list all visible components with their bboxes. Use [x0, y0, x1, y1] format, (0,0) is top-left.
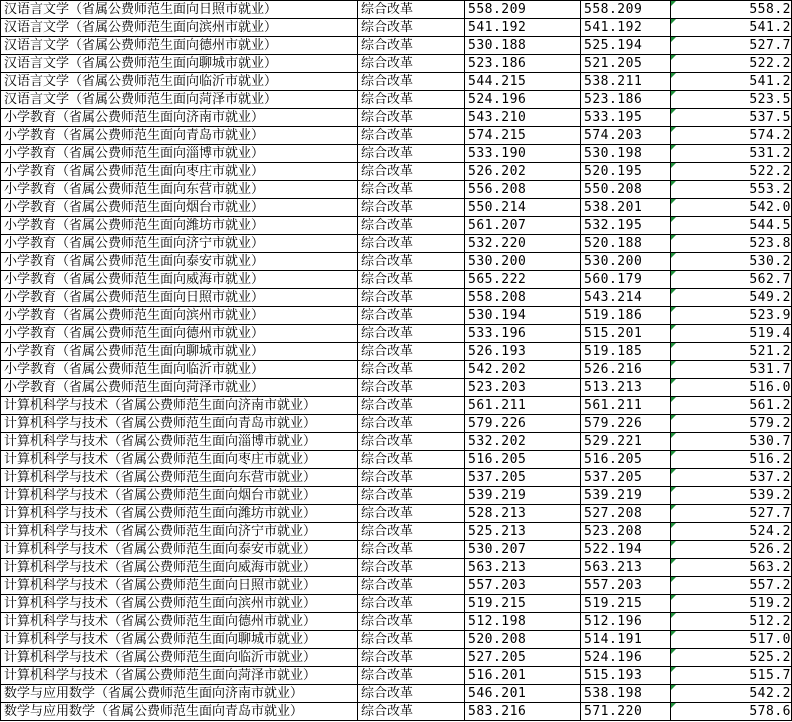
- table-row: [1, 271, 792, 289]
- major-cell[interactable]: 计算机科学与技术（省属公费师范生面向东营市就业）: [1, 469, 358, 487]
- table-row: [1, 343, 792, 361]
- avg-score-cell[interactable]: 574.2: [671, 127, 792, 145]
- major-cell[interactable]: 计算机科学与技术（省属公费师范生面向枣庄市就业）: [1, 451, 358, 469]
- major-cell[interactable]: 小学教育（省属公费师范生面向济宁市就业）: [1, 235, 358, 253]
- avg-score-cell[interactable]: 524.2: [671, 523, 792, 541]
- category-cell[interactable]: 综合改革: [358, 469, 465, 487]
- avg-score-cell[interactable]: 522.2: [671, 163, 792, 181]
- table-row: [1, 397, 792, 415]
- major-cell[interactable]: 计算机科学与技术（省属公费师范生面向淄博市就业）: [1, 433, 358, 451]
- table-row: [1, 451, 792, 469]
- category-cell[interactable]: 综合改革: [358, 361, 465, 379]
- category-cell[interactable]: 综合改革: [358, 595, 465, 613]
- min-score-cell[interactable]: 539.219: [581, 487, 671, 505]
- avg-score-cell[interactable]: 557.2: [671, 577, 792, 595]
- min-score-cell[interactable]: 523.186: [581, 91, 671, 109]
- major-cell[interactable]: 汉语言文学（省属公费师范生面向临沂市就业）: [1, 73, 358, 91]
- table-row: [1, 505, 792, 523]
- avg-score-cell[interactable]: 531.2: [671, 145, 792, 163]
- avg-score-cell[interactable]: 549.2: [671, 289, 792, 307]
- avg-score-cell[interactable]: 544.5: [671, 217, 792, 235]
- table-row: [1, 307, 792, 325]
- avg-score-cell[interactable]: 542.0: [671, 199, 792, 217]
- major-cell[interactable]: 计算机科学与技术（省属公费师范生面向菏泽市就业）: [1, 667, 358, 685]
- avg-score-cell[interactable]: 542.2: [671, 685, 792, 703]
- avg-score-cell[interactable]: 519.4: [671, 325, 792, 343]
- avg-score-cell[interactable]: 512.2: [671, 613, 792, 631]
- major-cell[interactable]: 小学教育（省属公费师范生面向日照市就业）: [1, 289, 358, 307]
- avg-score-cell[interactable]: 521.2: [671, 343, 792, 361]
- category-cell[interactable]: 综合改革: [358, 613, 465, 631]
- table-row: [1, 109, 792, 127]
- category-cell[interactable]: 综合改革: [358, 415, 465, 433]
- min-score-cell[interactable]: 523.208: [581, 523, 671, 541]
- max-score-cell[interactable]: 530.200: [465, 253, 581, 271]
- category-cell[interactable]: 综合改革: [358, 523, 465, 541]
- avg-score-cell[interactable]: 563.2: [671, 559, 792, 577]
- table-row: [1, 73, 792, 91]
- major-cell[interactable]: 小学教育（省属公费师范生面向烟台市就业）: [1, 199, 358, 217]
- table-row: [1, 1, 792, 19]
- min-score-cell[interactable]: 579.226: [581, 415, 671, 433]
- major-cell[interactable]: 计算机科学与技术（省属公费师范生面向临沂市就业）: [1, 649, 358, 667]
- category-cell[interactable]: 综合改革: [358, 109, 465, 127]
- max-score-cell[interactable]: 550.214: [465, 199, 581, 217]
- category-cell[interactable]: 综合改革: [358, 145, 465, 163]
- min-score-cell[interactable]: 515.201: [581, 325, 671, 343]
- category-cell[interactable]: 综合改革: [358, 55, 465, 73]
- major-cell[interactable]: 计算机科学与技术（省属公费师范生面向德州市就业）: [1, 613, 358, 631]
- min-score-cell[interactable]: 574.203: [581, 127, 671, 145]
- table-row: [1, 595, 792, 613]
- table-row: [1, 55, 792, 73]
- avg-score-cell[interactable]: 558.2: [671, 1, 792, 19]
- min-score-cell[interactable]: 571.220: [581, 703, 671, 721]
- category-cell[interactable]: 综合改革: [358, 181, 465, 199]
- avg-score-cell[interactable]: 515.7: [671, 667, 792, 685]
- min-score-cell[interactable]: 533.195: [581, 109, 671, 127]
- max-score-cell[interactable]: 561.207: [465, 217, 581, 235]
- max-score-cell[interactable]: 544.215: [465, 73, 581, 91]
- min-score-cell[interactable]: 521.205: [581, 55, 671, 73]
- major-cell[interactable]: 数学与应用数学（省属公费师范生面向青岛市就业）: [1, 703, 358, 721]
- table-row: [1, 559, 792, 577]
- category-cell[interactable]: 综合改革: [358, 703, 465, 721]
- avg-score-cell[interactable]: 553.2: [671, 181, 792, 199]
- max-score-cell[interactable]: 533.190: [465, 145, 581, 163]
- avg-score-cell[interactable]: 530.2: [671, 253, 792, 271]
- max-score-cell[interactable]: 516.201: [465, 667, 581, 685]
- min-score-cell[interactable]: 512.196: [581, 613, 671, 631]
- category-cell[interactable]: 综合改革: [358, 649, 465, 667]
- avg-score-cell[interactable]: 561.2: [671, 397, 792, 415]
- table-row: [1, 289, 792, 307]
- max-score-cell[interactable]: 557.203: [465, 577, 581, 595]
- avg-score-cell[interactable]: 523.9: [671, 307, 792, 325]
- table-row: [1, 325, 792, 343]
- avg-score-cell[interactable]: 562.7: [671, 271, 792, 289]
- category-cell[interactable]: 综合改革: [358, 289, 465, 307]
- table-row: [1, 433, 792, 451]
- category-cell[interactable]: 综合改革: [358, 685, 465, 703]
- category-cell[interactable]: 综合改革: [358, 91, 465, 109]
- max-score-cell[interactable]: 556.208: [465, 181, 581, 199]
- min-score-cell[interactable]: 527.208: [581, 505, 671, 523]
- min-score-cell[interactable]: 515.193: [581, 667, 671, 685]
- category-cell[interactable]: 综合改革: [358, 73, 465, 91]
- min-score-cell[interactable]: 520.188: [581, 235, 671, 253]
- avg-score-cell[interactable]: 522.2: [671, 55, 792, 73]
- min-score-cell[interactable]: 529.221: [581, 433, 671, 451]
- max-score-cell[interactable]: 565.222: [465, 271, 581, 289]
- table-row: [1, 523, 792, 541]
- table-row: [1, 487, 792, 505]
- min-score-cell[interactable]: 519.215: [581, 595, 671, 613]
- min-score-cell[interactable]: 561.211: [581, 397, 671, 415]
- category-cell[interactable]: 综合改革: [358, 19, 465, 37]
- avg-score-cell[interactable]: 527.7: [671, 505, 792, 523]
- min-score-cell[interactable]: 516.205: [581, 451, 671, 469]
- category-cell[interactable]: 综合改革: [358, 343, 465, 361]
- avg-score-cell[interactable]: 541.2: [671, 73, 792, 91]
- avg-score-cell[interactable]: 526.2: [671, 541, 792, 559]
- table-row: [1, 163, 792, 181]
- table-row: [1, 127, 792, 145]
- table-row: [1, 469, 792, 487]
- max-score-cell[interactable]: 530.194: [465, 307, 581, 325]
- max-score-cell[interactable]: 543.210: [465, 109, 581, 127]
- min-score-cell[interactable]: 522.194: [581, 541, 671, 559]
- max-score-cell[interactable]: 520.208: [465, 631, 581, 649]
- major-cell[interactable]: 计算机科学与技术（省属公费师范生面向聊城市就业）: [1, 631, 358, 649]
- max-score-cell[interactable]: 583.216: [465, 703, 581, 721]
- max-score-cell[interactable]: 524.196: [465, 91, 581, 109]
- table-row: [1, 253, 792, 271]
- min-score-cell[interactable]: 526.216: [581, 361, 671, 379]
- category-cell[interactable]: 综合改革: [358, 163, 465, 181]
- max-score-cell[interactable]: 530.207: [465, 541, 581, 559]
- table-row: [1, 703, 792, 721]
- min-score-cell[interactable]: 541.192: [581, 19, 671, 37]
- min-score-cell[interactable]: 538.198: [581, 685, 671, 703]
- major-cell[interactable]: 小学教育（省属公费师范生面向枣庄市就业）: [1, 163, 358, 181]
- min-score-cell[interactable]: 560.179: [581, 271, 671, 289]
- category-cell[interactable]: 综合改革: [358, 577, 465, 595]
- major-cell[interactable]: 计算机科学与技术（省属公费师范生面向潍坊市就业）: [1, 505, 358, 523]
- avg-score-cell[interactable]: 530.7: [671, 433, 792, 451]
- major-cell[interactable]: 计算机科学与技术（省属公费师范生面向青岛市就业）: [1, 415, 358, 433]
- table-row: [1, 685, 792, 703]
- max-score-cell[interactable]: 527.205: [465, 649, 581, 667]
- avg-score-cell[interactable]: 537.5: [671, 109, 792, 127]
- category-cell[interactable]: 综合改革: [358, 631, 465, 649]
- major-cell[interactable]: 小学教育（省属公费师范生面向菏泽市就业）: [1, 379, 358, 397]
- min-score-cell[interactable]: 563.213: [581, 559, 671, 577]
- major-cell[interactable]: 小学教育（省属公费师范生面向聊城市就业）: [1, 343, 358, 361]
- max-score-cell[interactable]: 539.219: [465, 487, 581, 505]
- avg-score-cell[interactable]: 531.7: [671, 361, 792, 379]
- max-score-cell[interactable]: 532.220: [465, 235, 581, 253]
- table-row: [1, 199, 792, 217]
- max-score-cell[interactable]: 530.188: [465, 37, 581, 55]
- category-cell[interactable]: 综合改革: [358, 199, 465, 217]
- max-score-cell[interactable]: 537.205: [465, 469, 581, 487]
- category-cell[interactable]: 综合改革: [358, 433, 465, 451]
- table-row: [1, 181, 792, 199]
- avg-score-cell[interactable]: 516.2: [671, 451, 792, 469]
- table-row: [1, 145, 792, 163]
- category-cell[interactable]: 综合改革: [358, 235, 465, 253]
- avg-score-cell[interactable]: 517.0: [671, 631, 792, 649]
- max-score-cell[interactable]: 579.226: [465, 415, 581, 433]
- major-cell[interactable]: 小学教育（省属公费师范生面向东营市就业）: [1, 181, 358, 199]
- avg-score-cell[interactable]: 523.8: [671, 235, 792, 253]
- category-cell[interactable]: 综合改革: [358, 1, 465, 19]
- max-score-cell[interactable]: 523.203: [465, 379, 581, 397]
- major-cell[interactable]: 小学教育（省属公费师范生面向滨州市就业）: [1, 307, 358, 325]
- table-row: [1, 379, 792, 397]
- max-score-cell[interactable]: 574.215: [465, 127, 581, 145]
- major-cell[interactable]: 小学教育（省属公费师范生面向德州市就业）: [1, 325, 358, 343]
- table-body: [1, 1, 792, 721]
- category-cell[interactable]: 综合改革: [358, 217, 465, 235]
- avg-score-cell[interactable]: 578.6: [671, 703, 792, 721]
- major-cell[interactable]: 小学教育（省属公费师范生面向威海市就业）: [1, 271, 358, 289]
- category-cell[interactable]: 综合改革: [358, 541, 465, 559]
- min-score-cell[interactable]: 538.211: [581, 73, 671, 91]
- major-cell[interactable]: 小学教育（省属公费师范生面向淄博市就业）: [1, 145, 358, 163]
- table-row: [1, 415, 792, 433]
- major-cell[interactable]: 小学教育（省属公费师范生面向青岛市就业）: [1, 127, 358, 145]
- table-row: [1, 91, 792, 109]
- major-cell[interactable]: 汉语言文学（省属公费师范生面向滨州市就业）: [1, 19, 358, 37]
- major-cell[interactable]: 计算机科学与技术（省属公费师范生面向济宁市就业）: [1, 523, 358, 541]
- category-cell[interactable]: 综合改革: [358, 253, 465, 271]
- table-row: [1, 577, 792, 595]
- min-score-cell[interactable]: 524.196: [581, 649, 671, 667]
- max-score-cell[interactable]: 546.201: [465, 685, 581, 703]
- max-score-cell[interactable]: 563.213: [465, 559, 581, 577]
- min-score-cell[interactable]: 532.195: [581, 217, 671, 235]
- max-score-cell[interactable]: 516.205: [465, 451, 581, 469]
- table-row: [1, 217, 792, 235]
- min-score-cell[interactable]: 530.200: [581, 253, 671, 271]
- table-row: [1, 235, 792, 253]
- max-score-cell[interactable]: 542.202: [465, 361, 581, 379]
- major-cell[interactable]: 汉语言文学（省属公费师范生面向聊城市就业）: [1, 55, 358, 73]
- avg-score-cell[interactable]: 537.2: [671, 469, 792, 487]
- major-cell[interactable]: 小学教育（省属公费师范生面向临沂市就业）: [1, 361, 358, 379]
- avg-score-cell[interactable]: 525.2: [671, 649, 792, 667]
- max-score-cell[interactable]: 526.193: [465, 343, 581, 361]
- table-row: [1, 649, 792, 667]
- max-score-cell[interactable]: 525.213: [465, 523, 581, 541]
- table-row: [1, 19, 792, 37]
- category-cell[interactable]: 综合改革: [358, 37, 465, 55]
- category-cell[interactable]: 综合改革: [358, 271, 465, 289]
- avg-score-cell[interactable]: 519.2: [671, 595, 792, 613]
- category-cell[interactable]: 综合改革: [358, 667, 465, 685]
- table-row: [1, 613, 792, 631]
- table-row: [1, 541, 792, 559]
- major-cell[interactable]: 汉语言文学（省属公费师范生面向日照市就业）: [1, 1, 358, 19]
- major-cell[interactable]: 计算机科学与技术（省属公费师范生面向济南市就业）: [1, 397, 358, 415]
- min-score-cell[interactable]: 525.194: [581, 37, 671, 55]
- min-score-cell[interactable]: 519.186: [581, 307, 671, 325]
- min-score-cell[interactable]: 537.205: [581, 469, 671, 487]
- table-row: [1, 631, 792, 649]
- category-cell[interactable]: 综合改革: [358, 397, 465, 415]
- avg-score-cell[interactable]: 523.5: [671, 91, 792, 109]
- category-cell[interactable]: 综合改革: [358, 127, 465, 145]
- max-score-cell[interactable]: 532.202: [465, 433, 581, 451]
- major-cell[interactable]: 计算机科学与技术（省属公费师范生面向威海市就业）: [1, 559, 358, 577]
- min-score-cell[interactable]: 550.208: [581, 181, 671, 199]
- major-cell[interactable]: 计算机科学与技术（省属公费师范生面向日照市就业）: [1, 577, 358, 595]
- min-score-cell[interactable]: 558.209: [581, 1, 671, 19]
- min-score-cell[interactable]: 514.191: [581, 631, 671, 649]
- major-cell[interactable]: 计算机科学与技术（省属公费师范生面向烟台市就业）: [1, 487, 358, 505]
- category-cell[interactable]: 综合改革: [358, 559, 465, 577]
- max-score-cell[interactable]: 558.208: [465, 289, 581, 307]
- min-score-cell[interactable]: 519.185: [581, 343, 671, 361]
- min-score-cell[interactable]: 530.198: [581, 145, 671, 163]
- table-row: [1, 667, 792, 685]
- min-score-cell[interactable]: 557.203: [581, 577, 671, 595]
- max-score-cell[interactable]: 558.209: [465, 1, 581, 19]
- max-score-cell[interactable]: 526.202: [465, 163, 581, 181]
- major-cell[interactable]: 汉语言文学（省属公费师范生面向德州市就业）: [1, 37, 358, 55]
- avg-score-cell[interactable]: 527.7: [671, 37, 792, 55]
- max-score-cell[interactable]: 561.211: [465, 397, 581, 415]
- max-score-cell[interactable]: 528.213: [465, 505, 581, 523]
- max-score-cell[interactable]: 533.196: [465, 325, 581, 343]
- major-cell[interactable]: 小学教育（省属公费师范生面向潍坊市就业）: [1, 217, 358, 235]
- min-score-cell[interactable]: 520.195: [581, 163, 671, 181]
- avg-score-cell[interactable]: 539.2: [671, 487, 792, 505]
- max-score-cell[interactable]: 512.198: [465, 613, 581, 631]
- avg-score-cell[interactable]: 541.2: [671, 19, 792, 37]
- category-cell[interactable]: 综合改革: [358, 307, 465, 325]
- min-score-cell[interactable]: 538.201: [581, 199, 671, 217]
- major-cell[interactable]: 小学教育（省属公费师范生面向济南市就业）: [1, 109, 358, 127]
- major-cell[interactable]: 计算机科学与技术（省属公费师范生面向泰安市就业）: [1, 541, 358, 559]
- category-cell[interactable]: 综合改革: [358, 379, 465, 397]
- major-cell[interactable]: 数学与应用数学（省属公费师范生面向济南市就业）: [1, 685, 358, 703]
- max-score-cell[interactable]: 519.215: [465, 595, 581, 613]
- major-cell[interactable]: 计算机科学与技术（省属公费师范生面向滨州市就业）: [1, 595, 358, 613]
- avg-score-cell[interactable]: 579.2: [671, 415, 792, 433]
- max-score-cell[interactable]: 541.192: [465, 19, 581, 37]
- table-row: [1, 37, 792, 55]
- category-cell[interactable]: 综合改革: [358, 451, 465, 469]
- avg-score-cell[interactable]: 516.0: [671, 379, 792, 397]
- table-row: [1, 361, 792, 379]
- category-cell[interactable]: 综合改革: [358, 325, 465, 343]
- major-cell[interactable]: 小学教育（省属公费师范生面向泰安市就业）: [1, 253, 358, 271]
- category-cell[interactable]: 综合改革: [358, 505, 465, 523]
- min-score-cell[interactable]: 543.214: [581, 289, 671, 307]
- min-score-cell[interactable]: 513.213: [581, 379, 671, 397]
- major-cell[interactable]: 汉语言文学（省属公费师范生面向菏泽市就业）: [1, 91, 358, 109]
- category-cell[interactable]: 综合改革: [358, 487, 465, 505]
- max-score-cell[interactable]: 523.186: [465, 55, 581, 73]
